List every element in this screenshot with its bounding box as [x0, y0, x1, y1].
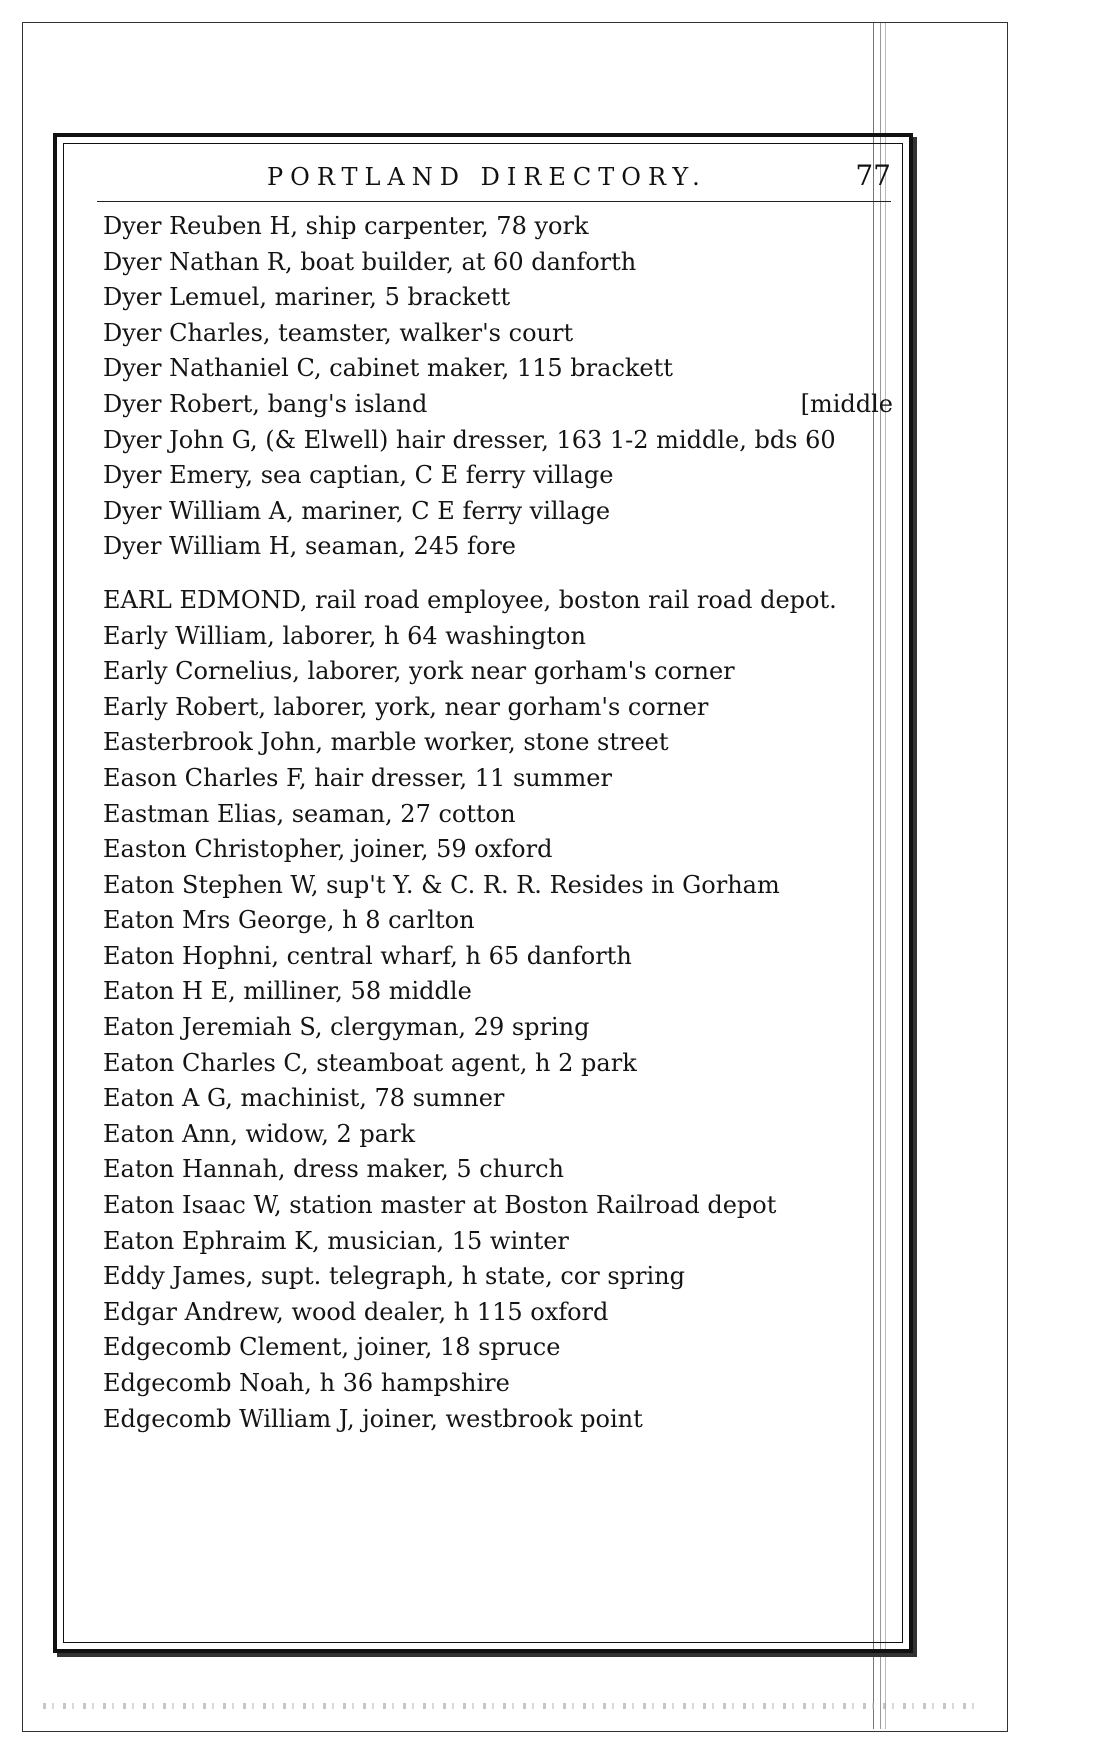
directory-entry: Dyer Emery, sea captian, C E ferry village: [103, 461, 614, 490]
directory-entry: Eaton Hannah, dress maker, 5 church: [103, 1155, 565, 1184]
directory-entry: Edgar Andrew, wood dealer, h 115 oxford: [103, 1297, 609, 1326]
directory-entry-text: Dyer Robert, bang's island: [103, 389, 428, 418]
header-rule: [97, 201, 891, 202]
directory-entry: Eaton Isaac W, station master at Boston Railroad depot: [103, 1191, 777, 1220]
directory-entry: Edgecomb Clement, joiner, 18 spruce: [103, 1333, 561, 1362]
directory-list: [103, 209, 897, 1437]
directory-entry: Early Robert, laborer, york, near gorham's corner: [103, 692, 709, 721]
header-title: PORTLAND DIRECTORY.: [267, 163, 707, 191]
directory-entry: Dyer Nathaniel C, cabinet maker, 115 brackett: [103, 354, 673, 383]
directory-entry: Early Cornelius, laborer, york near gorham's corner: [103, 657, 735, 686]
running-header: [97, 159, 891, 199]
directory-entry: Easterbrook John, marble worker, stone street: [103, 728, 669, 757]
directory-entry: Dyer Nathan R, boat builder, at 60 danforth: [103, 247, 637, 276]
directory-entry: Eastman Elias, seaman, 27 cotton: [103, 799, 516, 828]
directory-entry: Easton Christopher, joiner, 59 oxford: [103, 835, 553, 864]
directory-entry: Dyer William A, mariner, C E ferry village: [103, 496, 611, 525]
directory-entry: Eaton Ann, widow, 2 park: [103, 1119, 416, 1148]
directory-entry: Dyer John G, (& Elwell) hair dresser, 163 1-2 middle, bds 60: [103, 425, 836, 454]
directory-entry: Dyer William H, seaman, 245 fore: [103, 532, 516, 561]
carry-over-word: [middle: [800, 389, 893, 418]
directory-entry-with-carry: [103, 387, 897, 423]
directory-entry: Eddy James, supt. telegraph, h state, cor spring: [103, 1262, 685, 1291]
scanned-page: [22, 22, 1008, 1732]
directory-entry: Eaton Hophni, central wharf, h 65 danforth: [103, 941, 632, 970]
directory-entry: Eaton Mrs George, h 8 carlton: [103, 906, 475, 935]
directory-entry: Eaton H E, milliner, 58 middle: [103, 977, 472, 1006]
directory-entry: Eaton Ephraim K, musician, 15 winter: [103, 1226, 569, 1255]
directory-entry: Dyer Reuben H, ship carpenter, 78 york: [103, 212, 589, 240]
directory-entry: Eaton Stephen W, sup't Y. & C. R. R. Resides in Gorham: [103, 870, 780, 899]
page-frame: [53, 133, 913, 1653]
directory-entry: EARL EDMOND, rail road employee, boston rail road depot.: [103, 585, 837, 614]
directory-entry: Dyer Lemuel, mariner, 5 brackett: [103, 283, 511, 312]
directory-entry: Eason Charles F, hair dresser, 11 summer: [103, 763, 612, 792]
directory-entry: Dyer Charles, teamster, walker's court: [103, 318, 574, 347]
directory-entry: Eaton A G, machinist, 78 sumner: [103, 1084, 505, 1113]
directory-entry: Edgecomb William J, joiner, westbrook point: [103, 1404, 643, 1433]
directory-entry: Edgecomb Noah, h 36 hampshire: [103, 1369, 510, 1397]
page-number: 77: [855, 159, 891, 192]
scan-noise: [43, 1703, 983, 1709]
directory-entry: Early William, laborer, h 64 washington: [103, 621, 586, 650]
directory-entry: Eaton Charles C, steamboat agent, h 2 park: [103, 1048, 637, 1077]
directory-entry: Eaton Jeremiah S, clergyman, 29 spring: [103, 1013, 590, 1042]
